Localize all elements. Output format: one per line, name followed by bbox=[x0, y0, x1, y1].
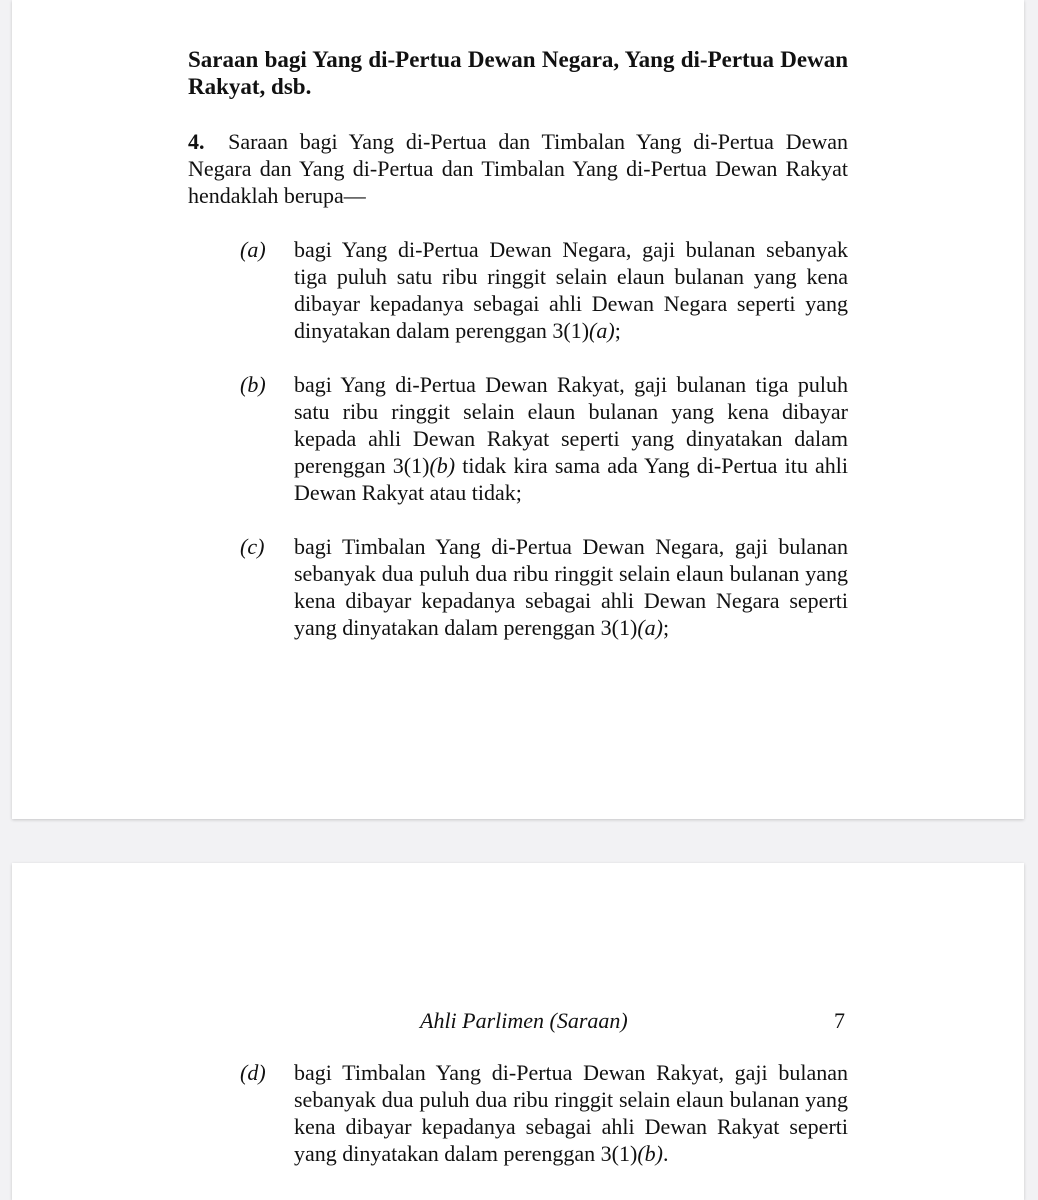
page-number: 7 bbox=[834, 1008, 845, 1033]
item-marker: (c) bbox=[240, 534, 265, 559]
section-heading: Saraan bagi Yang di-Pertua Dewan Negara, Yang di-Pertua Dewan Rakyat, dsb. bbox=[188, 47, 848, 99]
section-4-paragraph bbox=[188, 128, 848, 209]
item-text: bagi Yang di-Pertua Dewan Negara, gaji bulanan sebanyak tiga puluh satu ribu ringgit selain elaun bulanan yang kena dibayar kepadanya sebagai ahli Dewan Negara seperti yang dinyatakan dalam perenggan 3(1)(a); bbox=[294, 237, 848, 343]
item-marker: (b) bbox=[240, 372, 266, 397]
document-page-2 bbox=[12, 863, 1024, 1200]
paragraph-reference: (b) bbox=[637, 1141, 663, 1166]
item-marker: (a) bbox=[240, 237, 266, 262]
document-page-1 bbox=[12, 0, 1024, 819]
paragraph-reference: (a) bbox=[637, 615, 663, 640]
section-number: 4. bbox=[188, 129, 205, 154]
running-head: Ahli Parlimen (Saraan) bbox=[420, 1008, 628, 1033]
item-text: bagi Yang di-Pertua Dewan Rakyat, gaji bulanan tiga puluh satu ribu ringgit selain elaun bulanan yang kena dibayar kepada ahli Dewan Rakyat seperti yang dinyatakan dalam perenggan 3(1)(b) tidak kira sama ada Yang di-Pertua itu ahli Dewan Rakyat atau tidak; bbox=[294, 372, 848, 505]
paragraph-reference: (b) bbox=[429, 453, 456, 478]
item-marker: (d) bbox=[240, 1060, 266, 1085]
item-text: bagi Timbalan Yang di-Pertua Dewan Negara, gaji bulanan sebanyak dua puluh dua ribu ringgit selain elaun bulanan yang kena dibayar kepadanya sebagai ahli Dewan Negara seperti yang dinyatakan dalam perenggan 3(1)(a); bbox=[294, 534, 848, 640]
paragraph-reference: (a) bbox=[589, 318, 615, 343]
item-text: bagi Timbalan Yang di-Pertua Dewan Rakyat, gaji bulanan sebanyak dua puluh dua ribu ringgit selain elaun bulanan yang kena dibayar kepadanya sebagai ahli Dewan Rakyat seperti yang dinyatakan dalam perenggan 3(1)(b). bbox=[294, 1060, 848, 1166]
section-text: Saraan bagi Yang di-Pertua dan Timbalan Yang di-Pertua Dewan Negara dan Yang di-Pertua dan Timbalan Yang di-Pertua Dewan Rakyat hendaklah berupa— bbox=[188, 129, 848, 208]
